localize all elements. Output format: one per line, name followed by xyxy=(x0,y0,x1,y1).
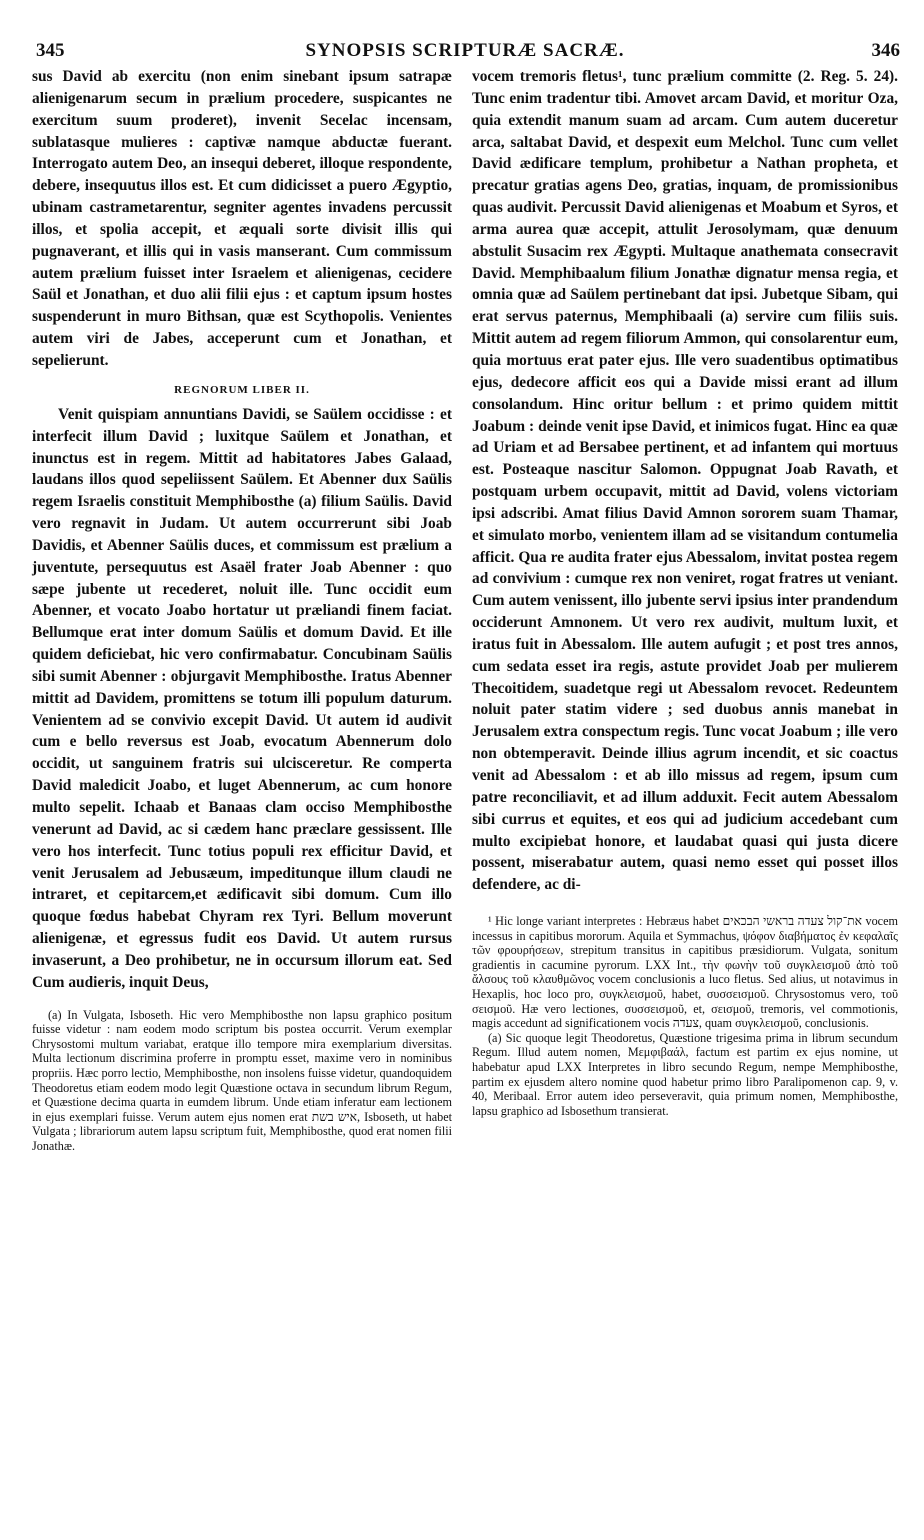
right-page-number: 346 xyxy=(871,40,900,61)
left-footnote: (a) In Vulgata, Isboseth. Hic vero Memphibosthe non lapsu graphico positum fuisse videtur : nam eodem modo scriptum bis postea occurrit. Verum exemplar Chrysostomi multum variabat, eratque illo tempore mira exemplarium diversitas. Multa lectionum discrimina proferre in promptu esset, maxime vero in nominibus propriis. Hæc porro lectio, Memphibosthe, non insolens fuisse videtur, quandoquidem Theodoretus etiam eodem modo legit Quæstione octava in secundum librum Regum, et Quæstione decima quarta in eumdem librum. Unde etiam inferatur eam lectionem in ejus exemplari fuisse. Verum autem ejus nomen erat איש בשת, Isboseth, ut habet Vulgata ; librariorum autem lapsu scriptum fuit, Memphibosthe, quod erat nomen filii Jonathæ. xyxy=(32,1007,452,1153)
left-paragraph-2: Venit quispiam annuntians Davidi, se Saülem occidisse : et interfecit illum David ; luxitque Saülem et Jonathan, et inunctus est in regem. Mittit ad habitatores Jabes Galaad, laudans illos quod sepeliissent Saülem. Et Abenner dux Saülis regem Israelis constituit Memphibosthe (a) filium Saülis. David vero regnavit in Judam. Ut autem occurrerunt sibi Joab Davidis, et Abenner Saülis duces, et commissum est prælium a juventute, persequutus est Asaël frater Joab Abenner : quo sæpe jubente ut recederet, noluit ille. Tunc occidit eum Abenner, et vocato Joabo hortatur ut præliandi finem faciat. Bellumque erat inter domum Saülis et domum David. Et ille quidem deficiebat, hic vero confirmabatur. Concubinam Saülis sibi sumit Abenner : objurgavit Memphibosthe. Iratus Abenner mittit ad Davidem, promittens se totum illi populum daturum. Venientem ad se convivio excepit David. Ut autem id audivit cum e bello reversus est Joab, evocatum Abennerum dolo occidit, ut sanguinem fratris sui ulcisceretur. Re comperta David maledicit Joabo, et luget Abennerum, ac cum honore multo sepelit. Ichaab et Banaas clam occiso Memphibosthe venerunt ad David, ac si cædem hanc præclare gessissent. Ille vero hos interfecit. Tunc totius populi rex efficitur David, et venit Jerusalem ad Jebusæum, impeditunque illum claudi ne intraret, et cepitarcem,et ædificavit sibi domum. Cum illo quoque fœdus habebat Chyram rex Tyri. Bellum moverunt alienigenæ, et egressus fudit eos David. Ut autem rursus invaserunt, a Deo prohibetur, ne in occursum illorum eat. Sed Cum audieris, inquit Deus, xyxy=(32,405,452,991)
left-paragraph-1: sus David ab exercitu (non enim sinebant ipsum satrapæ alienigenarum secum in prælium procedere, suspicantes ne exercitum suum proderet), invenit Secelac incensam, sublatasque mulieres : captivæ namque abductæ fuerant. Interrogato autem Deo, an insequi deberet, illoque respondente, debere, insequutus illos est. Et cum didicisset a puero Ægyptio, ubinam castrametarentur, segniter agentes invadens percussit illos, et spolia accepit, et æquali sorte divisit illis qui pugnaverant, et illis qui in vasis manserant. Cum commissum autem prælium fuisset inter Israelem et alienigenas, cecidere Saül et Jonathan, et duo alii filii ejus : et captum ipsum hostes suspenderunt in muro Bithsan, quæ est Scythopolis. Venientes autem viri de Jabes, acceperunt cum et Jonathan, et sepelierunt. xyxy=(32,68,452,369)
section-heading: REGNORUM LIBER II. xyxy=(174,383,310,396)
running-title: SYNOPSIS SCRIPTURÆ SACRÆ. xyxy=(305,40,625,61)
right-footnote-1: ¹ Hic longe variant interpretes : Hebræus habet את־קול צעדה בראשי הבכאים vocem incessus in capitibus mororum. Aquila et Symmachus, ψόφον διαβήματος ἐν κεφαλαῖς τῶν φρουρήσεων, strepitum transitus in capitibus præsidiorum. Vulgata, sonitum gradientis in cacumine pyrorum. LXX Int., τὴν φωνὴν τοῦ συγκλεισμοῦ ἀπὸ τοῦ ἄλσους τοῦ κλαυθμῶνος vocem conclusionis a luco fletus. Sed alius, ut notavimus in Hexaplis, hoc loco pro, συγκλεισμοῦ, habet, συσσεισμοῦ. Chrysostomus vero, τοῦ σεισμοῦ. Hæ vero lectiones, συσσεισμοῦ, et, σεισμοῦ, tremoris, vel commotionis, magis accedunt ad significationem vocis צעדה, quam συγκλεισμοῦ, conclusionis. xyxy=(472,914,898,1031)
left-page-number: 345 xyxy=(36,40,65,61)
left-column xyxy=(32,66,452,1154)
right-column xyxy=(472,66,898,1118)
right-paragraph-1: vocem tremoris fletus¹, tunc prælium committe (2. Reg. 5. 24). Tunc enim tradentur tibi. Amovet arcam David, et moritur Oza, quia extendit manum suam ad arcam. Cum autem duceretur arca, saltabat David, et despexit eum Melchol. Tunc cum vellet David ædificare templum, prohibetur a Nathan propheta, et precatur gratias agens Deo, gratias, inquam, de promissionibus quas audivit. Percussit David alienigenas et Moabum et Syros, et arma aurea quæ accepit, attulit Jerosolymam, quæ denuum abstulit Susacim rex Ægypti. Multaque anathemata consecravit David. Memphibaalum filium Jonathæ dignatur mensa regia, et omnia quæ ad Saülem pertinebant dat ipsi. Jubetque Sibam, qui erat servus paternus, Memphibaali (a) servire cum filiis suis. Mittit autem ad regem filiorum Ammon, qui consolarentur eum, quia mortuus erat pater ejus. Ille vero suadentibus optimatibus ejus, dedecore afficit eos qui a Davide missi erant ad illum consolandum. Hinc oritur bellum : et primo quidem mittit Joabum : deinde venit ipse David, et inimicos fugat. Hinc ea quæ ad Uriam et ad Bersabee pertinent, et ad infantem qui mortuus est. Posteaque nascitur Salomon. Oppugnat Joab Ravath, et postquam urbem occupavit, mittit ad David, volens victoriam ipsi adscribi. Amat filius David Amnon sororem suam Thamar, et simulato morbo, venientem illam ad se visitandum contumelia afficit. Qua re audita frater ejus Abessalom, invitat postea regem ad convivium : cumque rex non veniret, rogat fratres ut veniant. Cum autem venissent, illo jubente servi ipsius inter prandendum occiderunt Amnonem. Ut vero rex audivit, multum luxit, et iratus fuit in Abessalom. Ille autem aufugit ; et post tres annos, cum sedata esset ira regis, astute providet Joab per mulierem Thecoitidem, suadetque regi ut Abessalom revocet. Redeuntem noluit pater statim videre ; sed duobus annis manebat in Jerusalem extra conspectum regis. Tunc vocat Joabum ; ille vero non obtemperavit. Deinde illius agrum incendit, et sic coactus venit ad Abessalom : et ab illo missus ad regem, ipsum cum patre reconciliavit, et ad illum adduxit. Fecit autem Abessalom sibi currus et equites, et eos qui ad judicium accedebant cum multo excipiebat honore, et laudabat quasi qui justa dicere possent, miserabatur autem, quasi nemo esset qui posset illos defendere, ac di- xyxy=(472,68,898,894)
page-header xyxy=(30,40,900,66)
right-footnote-2: (a) Sic quoque legit Theodoretus, Quæstione trigesima prima in librum secundum Regum. Illud autem nomen, Μεμφιβαάλ, factum est partim ex ejus nomine, ut habebatur apud LXX Interpretes in libro secundo Regum, nempe Memphibosthe, partim ex ejusdem altero nomine quod habetur primo libro Paralipomenon cap. 9, v. 40, Meribaal. Error autem ideo perseveravit, quia primum nomen, Memphibosthe, lapsu graphico ad Isbosethum transierat. xyxy=(472,1030,898,1118)
